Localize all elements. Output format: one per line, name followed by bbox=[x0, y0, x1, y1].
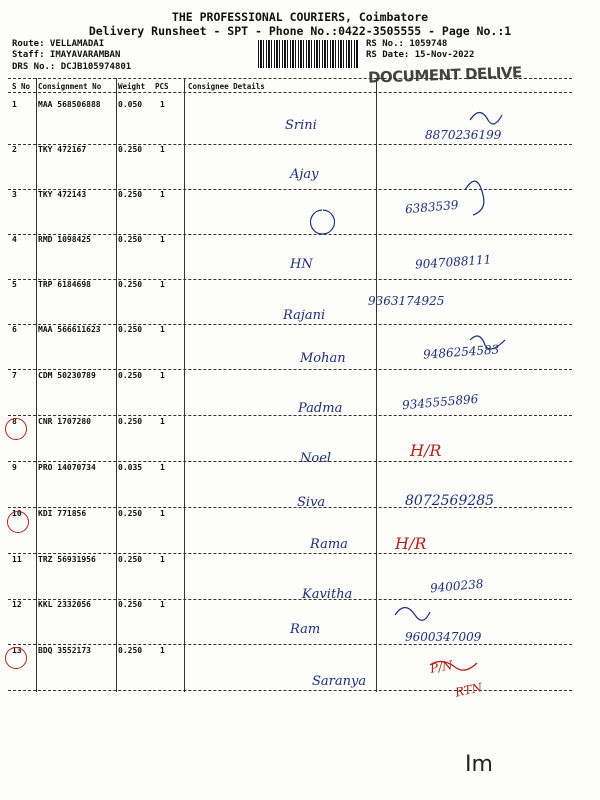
row-weight: 0.035 bbox=[118, 463, 143, 472]
rs-date: RS Date: 15-Nov-2022 bbox=[366, 50, 475, 60]
row-pcs: 1 bbox=[160, 280, 165, 289]
consignee-name-handwriting: Padma bbox=[298, 401, 343, 416]
rtn-handwriting: RTN bbox=[453, 680, 484, 700]
signature-row-13 bbox=[430, 661, 477, 670]
row-pcs: 1 bbox=[160, 509, 165, 518]
signature-row-3 bbox=[310, 181, 483, 234]
row-sno: 1 bbox=[12, 100, 17, 109]
consignee-name-handwriting: Siva bbox=[297, 495, 326, 510]
consignee-phone-handwriting: 9047088111 bbox=[414, 252, 492, 272]
row-weight: 0.250 bbox=[118, 145, 143, 154]
row-sno: 4 bbox=[12, 235, 17, 244]
row-sno: 3 bbox=[12, 190, 17, 199]
row-sno: 13 bbox=[12, 646, 22, 655]
col-header-weight: Weight bbox=[118, 82, 146, 91]
row-consignment-no: KDI 771856 bbox=[38, 509, 87, 518]
consignee-name-handwriting: Rama bbox=[310, 537, 348, 552]
route-label: Route: VELLAMADAI bbox=[12, 39, 105, 49]
consignee-name-handwriting: Ram bbox=[290, 622, 321, 637]
drs-label: DRS No.: DCJB105974801 bbox=[12, 62, 132, 72]
runsheet-subtitle: Delivery Runsheet - SPT - Phone No.:0422-3505555 - Page No.:1 bbox=[88, 24, 512, 38]
row-sno: 12 bbox=[12, 600, 22, 609]
consignee-name-handwriting: Saranya bbox=[312, 674, 367, 689]
row-weight: 0.250 bbox=[118, 371, 143, 380]
consignee-phone-handwriting: 8072569285 bbox=[405, 493, 495, 509]
row-pcs: 1 bbox=[160, 190, 165, 199]
consignee-phone-handwriting: P/N bbox=[428, 658, 454, 676]
row-consignment-no: TRZ 56931956 bbox=[38, 555, 96, 564]
col-header-sno: S No bbox=[12, 82, 31, 91]
document-delivered-stamp: DOCUMENT DELIVE bbox=[367, 63, 523, 87]
row-consignment-no: TKY 472167 bbox=[38, 145, 87, 154]
row-pcs: 1 bbox=[160, 325, 165, 334]
consignee-name-handwriting: Mohan bbox=[300, 351, 346, 366]
consignee-phone-handwriting: 9400238 bbox=[429, 576, 484, 596]
consignee-name-handwriting: HN bbox=[290, 257, 313, 272]
rs-number: RS No.: 1059748 bbox=[366, 39, 448, 49]
row-pcs: 1 bbox=[160, 600, 165, 609]
row-sno: 9 bbox=[12, 463, 17, 472]
company-title: THE PROFESSIONAL COURIERS, Coimbatore bbox=[171, 10, 429, 24]
row-consignment-no: RMD 1098425 bbox=[38, 235, 91, 244]
consignee-phone-handwriting: 9363174925 bbox=[368, 294, 445, 308]
consignee-phone-handwriting: H/R bbox=[410, 441, 442, 460]
consignee-name-handwriting: Srini bbox=[285, 118, 317, 133]
row-consignment-no: CDM 50230789 bbox=[38, 371, 96, 380]
row-weight: 0.250 bbox=[118, 325, 143, 334]
row-weight: 0.250 bbox=[118, 417, 143, 426]
consignee-phone-handwriting: 9345555896 bbox=[401, 391, 479, 413]
row-consignment-no: BDQ 3552173 bbox=[38, 646, 91, 655]
row-pcs: 1 bbox=[160, 100, 165, 109]
row-weight: 0.250 bbox=[118, 280, 143, 289]
row-weight: 0.050 bbox=[118, 100, 143, 109]
row-consignment-no: TRP 6184698 bbox=[38, 280, 91, 289]
row-pcs: 1 bbox=[160, 235, 165, 244]
consignee-phone-handwriting: 9486254583 bbox=[422, 342, 500, 362]
row-sno: 6 bbox=[12, 325, 17, 334]
consignee-phone-handwriting: 9600347009 bbox=[405, 630, 482, 644]
row-pcs: 1 bbox=[160, 145, 165, 154]
row-pcs: 1 bbox=[160, 371, 165, 380]
initials-handwriting: Im bbox=[465, 752, 493, 777]
row-consignment-no: MAA 568506888 bbox=[38, 100, 101, 109]
row-consignment-no: MAA 566611623 bbox=[38, 325, 101, 334]
row-pcs: 1 bbox=[160, 463, 165, 472]
row-consignment-no: TKY 472143 bbox=[38, 190, 87, 199]
row-sno: 10 bbox=[12, 509, 22, 518]
row-weight: 0.250 bbox=[118, 509, 143, 518]
consignee-phone-handwriting: H/R bbox=[395, 534, 427, 553]
row-sno: 5 bbox=[12, 280, 17, 289]
row-consignment-no: KKL 2332056 bbox=[38, 600, 91, 609]
signature-row-1 bbox=[470, 113, 502, 125]
col-header-consignee: Consignee Details bbox=[188, 82, 265, 91]
consignee-name-handwriting: Noel bbox=[300, 451, 332, 466]
consignee-phone-handwriting: 8870236199 bbox=[425, 128, 502, 142]
row-sno: 8 bbox=[12, 417, 17, 426]
row-weight: 0.250 bbox=[118, 235, 143, 244]
row-weight: 0.250 bbox=[118, 646, 143, 655]
row-pcs: 1 bbox=[160, 417, 165, 426]
consignee-phone-handwriting: 6383539 bbox=[404, 197, 459, 217]
row-sno: 11 bbox=[12, 555, 22, 564]
signature-row-6 bbox=[470, 336, 505, 349]
signature-row-12 bbox=[395, 608, 430, 621]
row-weight: 0.250 bbox=[118, 555, 143, 564]
consignee-name-handwriting: Kavitha bbox=[302, 587, 353, 602]
row-sno: 7 bbox=[12, 371, 17, 380]
consignee-name-handwriting: Ajay bbox=[290, 167, 319, 182]
col-header-pcs: PCS bbox=[155, 82, 169, 91]
consignee-name-handwriting: Rajani bbox=[283, 308, 326, 323]
col-header-consignment: Consignment No bbox=[38, 82, 102, 91]
row-sno: 2 bbox=[12, 145, 17, 154]
row-pcs: 1 bbox=[160, 555, 165, 564]
staff-label: Staff: IMAYAVARAMBAN bbox=[12, 50, 121, 60]
row-weight: 0.250 bbox=[118, 190, 143, 199]
row-consignment-no: CNR 1707280 bbox=[38, 417, 91, 426]
row-weight: 0.250 bbox=[118, 600, 143, 609]
row-consignment-no: PRO 14070734 bbox=[38, 463, 96, 472]
row-pcs: 1 bbox=[160, 646, 165, 655]
